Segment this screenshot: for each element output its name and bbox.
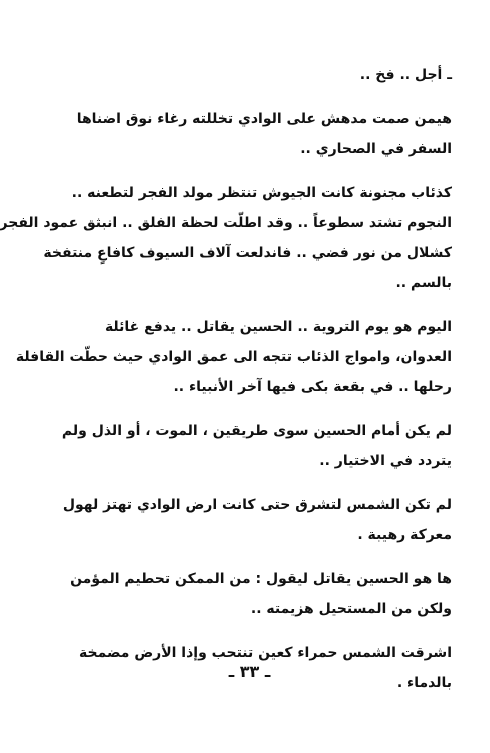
- paragraph: [49, 416, 452, 476]
- text-line: بالدماء .: [396, 675, 452, 691]
- text-line: بالسم ..: [395, 275, 452, 291]
- text-line: السفر في الصحاري ..: [300, 141, 452, 157]
- paragraph: [0, 178, 452, 298]
- paragraph: [49, 564, 452, 624]
- body-text: [0, 60, 452, 698]
- text-line: رحلها .. في بقعة بكى فيها آخر الأنبياء ..: [173, 379, 452, 395]
- paragraph: [49, 490, 452, 550]
- text-line: النجوم تشتد سطوعاً .. وقد اطلّت لحظة الفلق .. انبثق عمود الفجر: [0, 215, 452, 231]
- text-line: هيمن صمت مدهش على الوادي تخللته رغاء نوق اضناها: [76, 111, 452, 127]
- paragraph: [49, 104, 452, 164]
- text-line: العدوان، وامواج الذئاب تتجه الى عمق الوادي حيث حطّت القافلة: [15, 349, 452, 365]
- page-number: ـ ٣٣ ـ: [228, 662, 271, 681]
- text-line: لم يكن أمام الحسين سوى طريقين ، الموت ، أو الذل ولم: [61, 423, 452, 439]
- text-line: معركة رهيبة .: [357, 527, 452, 543]
- text-line: يتردد في الاختيار ..: [319, 453, 452, 469]
- text-line: اليوم هو يوم التروية .. الحسين يقاتل .. يدفع غائلة: [104, 319, 452, 335]
- text-line: كشلال من نور فضي .. فاندلعت آلاف السيوف كافاعٍ منتفخة: [43, 245, 452, 261]
- text-line: كذئاب مجنونة كانت الجيوش تنتظر مولد الفجر لتطعنه ..: [71, 185, 452, 201]
- text-line: اشرقت الشمس حمراء كعين تنتحب وإذا الأرض مضمخة: [79, 645, 452, 661]
- text-line: ـ أجل .. فخ ..: [359, 67, 452, 83]
- paragraph: [15, 312, 452, 402]
- text-line: لم تكن الشمس لتشرق حتى كانت ارض الوادي تهتز لهول: [62, 497, 452, 513]
- text-line: ولكن من المستحيل هزيمته ..: [250, 601, 452, 617]
- paragraph: [49, 60, 452, 90]
- text-line: ها هو الحسين يقاتل ليقول : من الممكن تحطيم المؤمن: [70, 571, 452, 587]
